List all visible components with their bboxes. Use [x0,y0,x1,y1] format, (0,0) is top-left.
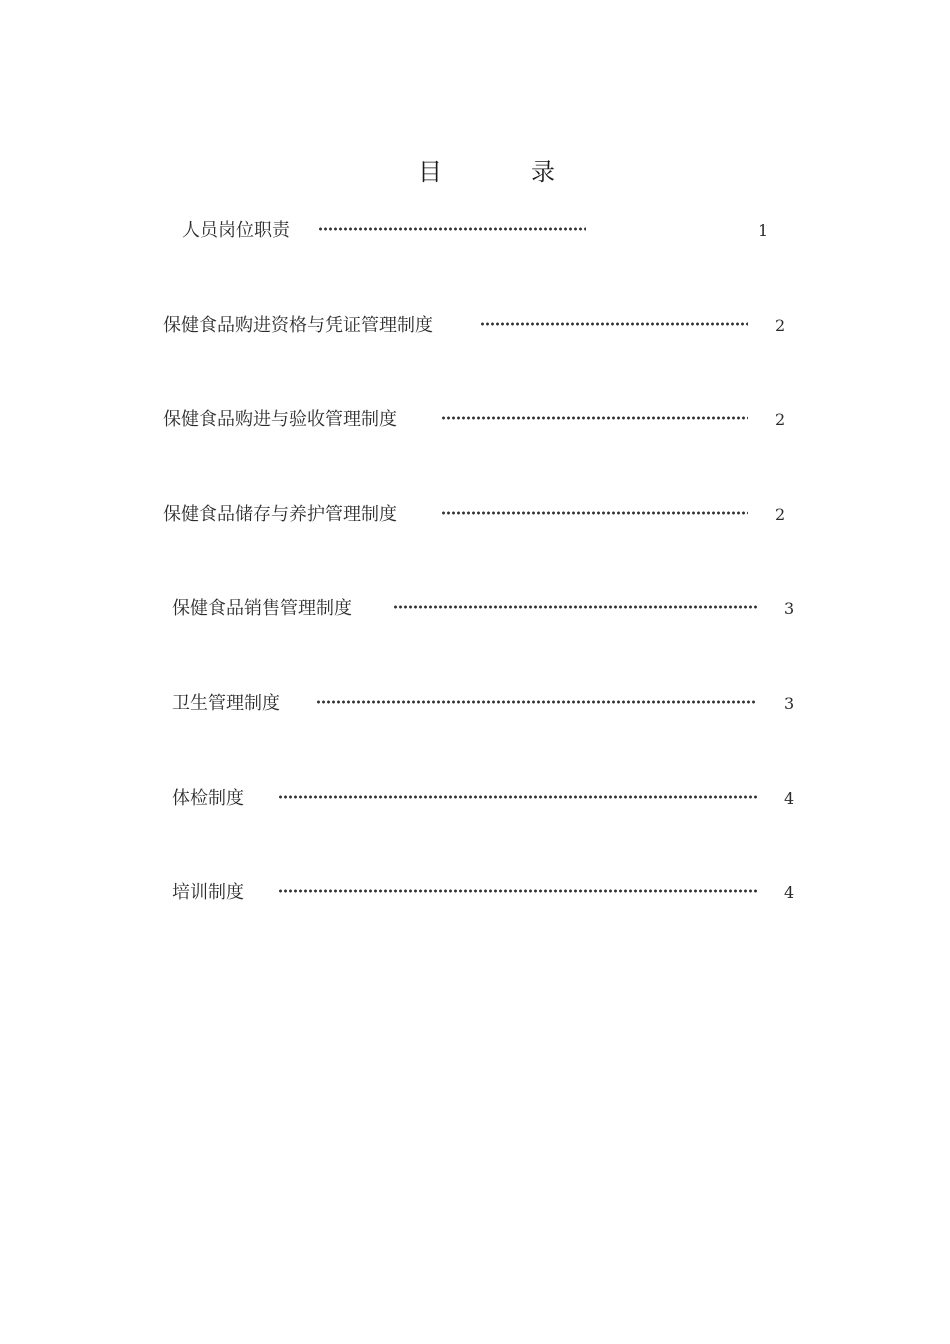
toc-dot-leader [441,415,748,421]
toc-dot-leader [278,794,757,800]
toc-entry [163,405,803,435]
toc-entry-label: 卫生管理制度 [172,693,280,714]
toc-entry-page: 2 [775,410,786,429]
toc-entry-label: 人员岗位职责 [182,220,290,241]
toc-entry-label: 培训制度 [172,882,244,903]
toc-entry-page: 2 [775,316,786,335]
toc-entry [172,784,812,814]
toc-title [0,152,950,192]
toc-entry-page: 1 [758,221,769,240]
toc-title-char: 目 [418,158,442,186]
toc-entry [172,878,812,908]
toc-entry-label: 保健食品购进与验收管理制度 [163,409,397,430]
toc-title-char: 录 [531,158,555,186]
toc-dot-leader [480,321,748,327]
toc-entry-page: 4 [784,883,795,902]
toc-dot-leader [316,699,757,705]
toc-entry-page: 2 [775,505,786,524]
toc-entry-label: 体检制度 [172,788,244,809]
toc-entry [172,594,812,624]
toc-dot-leader [441,510,748,516]
toc-entry [172,689,812,719]
toc-entry [163,500,803,530]
toc-dot-leader [393,604,757,610]
toc-dot-leader [318,226,586,232]
toc-entry [182,216,782,246]
toc-dot-leader [278,888,757,894]
toc-entry-label: 保健食品购进资格与凭证管理制度 [163,315,433,336]
toc-entry-page: 4 [784,789,795,808]
toc-entry-label: 保健食品销售管理制度 [172,598,352,619]
toc-entry-page: 3 [784,599,795,618]
toc-entry [163,311,803,341]
toc-entry-page: 3 [784,694,795,713]
toc-entry-label: 保健食品储存与养护管理制度 [163,504,397,525]
